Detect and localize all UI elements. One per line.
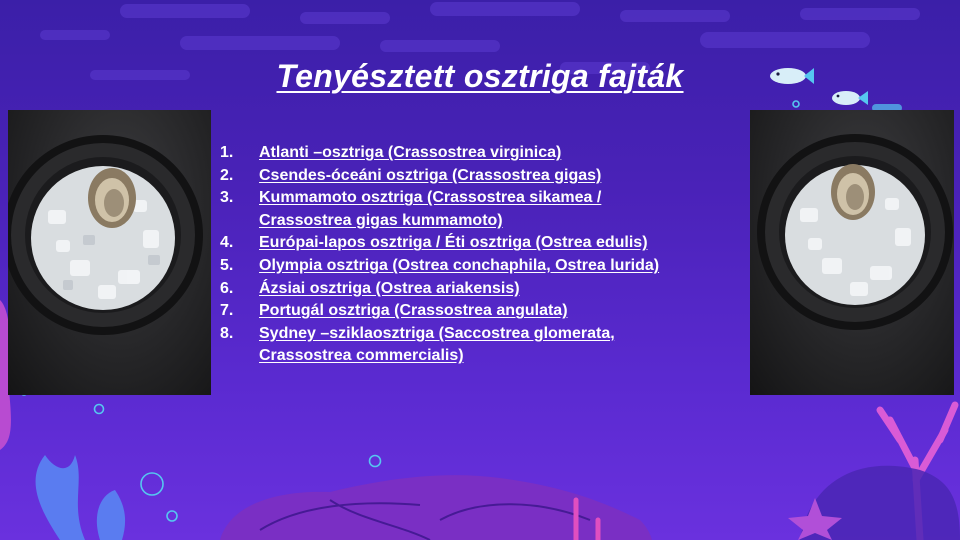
list-item (220, 255, 680, 278)
list-item (220, 187, 680, 232)
list-number: 6. (220, 279, 234, 297)
list-link[interactable]: Csendes-óceáni osztriga (Crassostrea gigas) (259, 166, 602, 184)
list-item (220, 232, 680, 255)
list-number: 4. (220, 234, 234, 252)
list-item (220, 165, 680, 188)
list-number: 1. (220, 144, 234, 161)
list-link[interactable]: Kummamoto osztriga (Crassostrea sikamea / Crassostrea gigas kummamoto) (259, 189, 602, 229)
list-link[interactable]: Olympia osztriga (Ostrea conchaphila, Ostrea lurida) (259, 256, 660, 274)
list-number: 8. (220, 324, 234, 342)
oyster-photo-right (750, 110, 954, 395)
slide-title: Tenyésztett osztriga fajták (276, 58, 684, 94)
list-item (220, 278, 680, 301)
list-number: 7. (220, 302, 234, 320)
list-link[interactable]: Európai-lapos osztriga / Éti osztriga (Ostrea edulis) (259, 234, 648, 252)
list-link[interactable]: Sydney –sziklaosztriga (Saccostrea glomerata, Crassostrea commercialis) (259, 324, 615, 365)
list-item (220, 323, 680, 368)
sea-rock-shape (220, 475, 652, 540)
list-item (220, 300, 680, 323)
oyster-species-list (220, 142, 680, 368)
list-link[interactable]: Portugál osztriga (Crassostrea angulata) (259, 302, 568, 320)
oyster-photo-left (8, 110, 211, 395)
list-item (220, 142, 680, 165)
list-number: 5. (220, 256, 234, 274)
list-number: 2. (220, 166, 234, 184)
list-link[interactable]: Ázsiai osztriga (Ostrea ariakensis) (259, 279, 520, 297)
seaweed-left (36, 455, 126, 540)
list-link[interactable]: Atlanti –osztriga (Crassostrea virginica) (259, 144, 562, 161)
list-number: 3. (220, 189, 234, 207)
